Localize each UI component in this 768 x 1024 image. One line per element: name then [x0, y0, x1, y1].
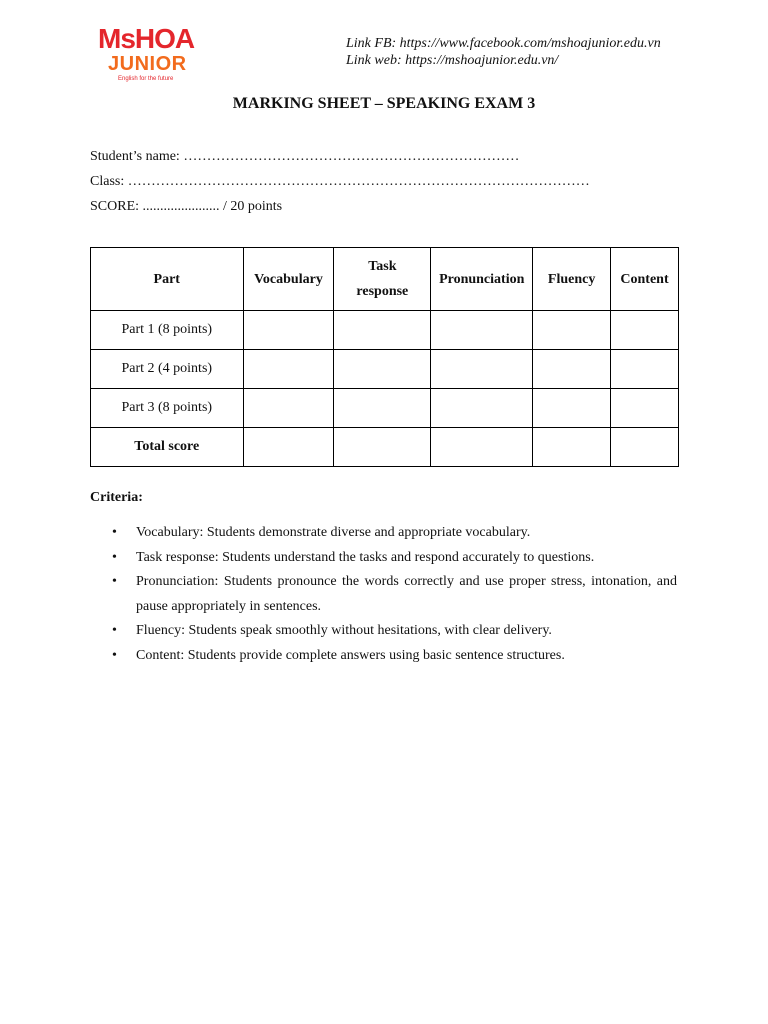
- header-task-response-label: Task response: [356, 259, 409, 299]
- logo-text-mshoa: MsHOA: [98, 23, 195, 54]
- score-cell[interactable]: [334, 389, 431, 428]
- row-label-part-2: Part 2 (4 points): [91, 350, 244, 389]
- header-fluency: Fluency: [533, 248, 611, 311]
- list-item: [90, 644, 677, 669]
- bullet-icon: •: [112, 623, 117, 639]
- score-cell[interactable]: [243, 389, 334, 428]
- brand-logo: [96, 22, 216, 84]
- score-cell[interactable]: [431, 311, 533, 350]
- score-cell[interactable]: [533, 311, 611, 350]
- header-links: [346, 35, 661, 69]
- score-cell[interactable]: [611, 311, 679, 350]
- bullet-icon: •: [112, 549, 117, 565]
- marking-table: [90, 247, 679, 467]
- criteria-pronunciation: Pronunciation: Students pronounce the words correctly and use proper stress, intonation, and pause appropriately in sentences.: [136, 574, 677, 614]
- score-cell[interactable]: [431, 428, 533, 467]
- header-task-response: [334, 248, 431, 311]
- score-cell[interactable]: [533, 389, 611, 428]
- row-label-part-1: Part 1 (8 points): [91, 311, 244, 350]
- score-cell[interactable]: [611, 389, 679, 428]
- bullet-icon: •: [112, 525, 117, 540]
- header-part: Part: [91, 248, 244, 311]
- student-name-field: Student’s name: ………………………………………………………………: [90, 149, 520, 164]
- list-item: [90, 570, 677, 619]
- class-field: Class: ………………………………………………………………………………………: [90, 174, 590, 189]
- website-link[interactable]: Link web: https://mshoajunior.edu.vn/: [346, 53, 559, 68]
- score-cell[interactable]: [533, 428, 611, 467]
- score-cell[interactable]: [611, 428, 679, 467]
- list-item: [90, 619, 677, 644]
- criteria-fluency: Fluency: Students speak smoothly without hesitations, with clear delivery.: [136, 623, 552, 639]
- table-row: [91, 428, 679, 467]
- list-item: [90, 521, 677, 546]
- bullet-icon: •: [112, 647, 117, 663]
- row-label-part-3: Part 3 (8 points): [91, 389, 244, 428]
- score-cell[interactable]: [334, 350, 431, 389]
- row-label-total-score: Total score: [91, 428, 244, 467]
- criteria-heading: Criteria:: [90, 490, 143, 505]
- bullet-icon: •: [112, 574, 117, 590]
- score-cell[interactable]: [533, 350, 611, 389]
- header-content: Content: [611, 248, 679, 311]
- table-row: [91, 311, 679, 350]
- criteria-vocabulary: Vocabulary: Students demonstrate diverse and appropriate vocabulary.: [136, 525, 531, 540]
- list-item: [90, 546, 677, 571]
- criteria-task-response: Task response: Students understand the tasks and respond accurately to questions.: [136, 549, 595, 565]
- table-row: [91, 350, 679, 389]
- document-title: MARKING SHEET – SPEAKING EXAM 3: [232, 95, 536, 112]
- table-header-row: [91, 248, 679, 311]
- score-field: SCORE: ...................... / 20 points: [90, 199, 283, 214]
- criteria-list: [90, 521, 677, 669]
- score-cell[interactable]: [243, 311, 334, 350]
- score-cell[interactable]: [243, 428, 334, 467]
- logo-tagline: English for the future: [118, 76, 174, 82]
- score-cell[interactable]: [431, 389, 533, 428]
- score-cell[interactable]: [431, 350, 533, 389]
- score-cell[interactable]: [334, 428, 431, 467]
- logo-text-junior: JUNIOR: [108, 53, 187, 75]
- facebook-link[interactable]: Link FB: https://www.facebook.com/mshoajunior.edu.vn: [346, 36, 661, 51]
- header-vocabulary: Vocabulary: [243, 248, 334, 311]
- score-cell[interactable]: [334, 311, 431, 350]
- table-row: [91, 389, 679, 428]
- score-cell[interactable]: [243, 350, 334, 389]
- criteria-content: Content: Students provide complete answers using basic sentence structures.: [136, 647, 565, 663]
- header-pronunciation: Pronunciation: [431, 248, 533, 311]
- score-cell[interactable]: [611, 350, 679, 389]
